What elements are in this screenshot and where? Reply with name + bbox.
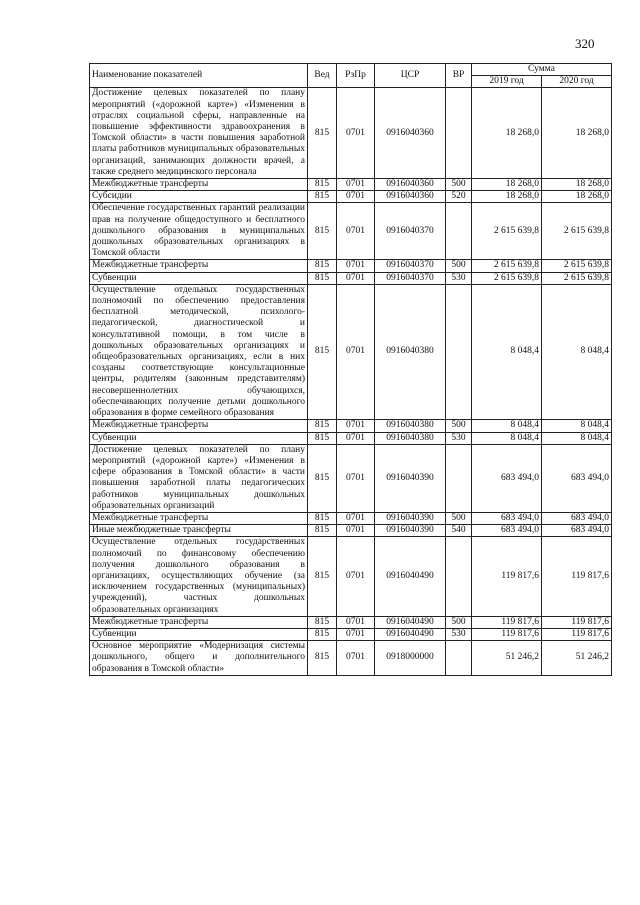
cell-y2020: 119 817,6 xyxy=(542,537,612,616)
cell-csr: 0916040490 xyxy=(375,616,446,628)
cell-vr: 530 xyxy=(446,272,472,284)
header-vr: ВР xyxy=(446,64,472,88)
header-name: Наименование показателей xyxy=(90,64,308,88)
header-2020: 2020 год xyxy=(542,76,612,88)
cell-ved: 815 xyxy=(308,272,337,284)
cell-name: Достижение целевых показателей по плану мероприятий («дорожной карте») «Изменения в сфере образования в Томской области» в части повышения заработной платы педагогических работников муниципальных дошкольных образовательных организаций xyxy=(90,444,308,512)
cell-vr xyxy=(446,537,472,616)
cell-y2020: 8 048,4 xyxy=(542,432,612,444)
cell-y2019: 18 268,0 xyxy=(472,88,542,179)
table-row xyxy=(90,512,612,524)
header-sum: Сумма xyxy=(472,64,612,76)
cell-csr: 0916040360 xyxy=(375,179,446,191)
header-row xyxy=(90,64,612,76)
cell-ved: 815 xyxy=(308,616,337,628)
cell-rzpr: 0701 xyxy=(337,260,375,272)
cell-name: Субвенции xyxy=(90,432,308,444)
cell-csr: 0916040370 xyxy=(375,260,446,272)
table-row xyxy=(90,284,612,419)
cell-vr xyxy=(446,284,472,419)
cell-ved: 815 xyxy=(308,432,337,444)
cell-csr: 0916040380 xyxy=(375,420,446,432)
cell-csr: 0916040360 xyxy=(375,88,446,179)
cell-vr: 540 xyxy=(446,525,472,537)
cell-ved: 815 xyxy=(308,444,337,512)
table-row xyxy=(90,88,612,179)
table-row xyxy=(90,203,612,260)
cell-name: Субсидии xyxy=(90,191,308,203)
cell-name: Основное мероприятие «Модернизация системы дошкольного, общего и дополнительного образования в Томской области» xyxy=(90,641,308,676)
cell-csr: 0916040380 xyxy=(375,284,446,419)
cell-vr: 500 xyxy=(446,260,472,272)
cell-vr xyxy=(446,88,472,179)
cell-ved: 815 xyxy=(308,512,337,524)
cell-y2020: 8 048,4 xyxy=(542,420,612,432)
cell-rzpr: 0701 xyxy=(337,420,375,432)
cell-y2020: 51 246,2 xyxy=(542,641,612,676)
cell-y2020: 2 615 639,8 xyxy=(542,272,612,284)
cell-y2020: 18 268,0 xyxy=(542,179,612,191)
cell-rzpr: 0701 xyxy=(337,616,375,628)
table-row xyxy=(90,616,612,628)
table-row xyxy=(90,420,612,432)
cell-y2020: 119 817,6 xyxy=(542,616,612,628)
cell-csr: 0916040370 xyxy=(375,203,446,260)
cell-y2019: 51 246,2 xyxy=(472,641,542,676)
cell-y2020: 119 817,6 xyxy=(542,628,612,640)
cell-y2020: 683 494,0 xyxy=(542,525,612,537)
cell-csr: 0916040490 xyxy=(375,537,446,616)
cell-y2019: 8 048,4 xyxy=(472,432,542,444)
cell-csr: 0916040360 xyxy=(375,191,446,203)
cell-name: Межбюджетные трансферты xyxy=(90,420,308,432)
cell-y2019: 8 048,4 xyxy=(472,420,542,432)
cell-ved: 815 xyxy=(308,260,337,272)
cell-y2019: 683 494,0 xyxy=(472,512,542,524)
cell-y2019: 8 048,4 xyxy=(472,284,542,419)
page-number: 320 xyxy=(575,36,595,51)
cell-rzpr: 0701 xyxy=(337,537,375,616)
cell-vr xyxy=(446,203,472,260)
cell-vr: 530 xyxy=(446,628,472,640)
cell-rzpr: 0701 xyxy=(337,203,375,260)
cell-rzpr: 0701 xyxy=(337,432,375,444)
table-row xyxy=(90,525,612,537)
table-row xyxy=(90,537,612,616)
cell-name: Иные межбюджетные трансферты xyxy=(90,525,308,537)
cell-vr xyxy=(446,641,472,676)
cell-name: Субвенции xyxy=(90,272,308,284)
cell-y2019: 2 615 639,8 xyxy=(472,260,542,272)
table-row xyxy=(90,179,612,191)
cell-y2019: 2 615 639,8 xyxy=(472,203,542,260)
cell-ved: 815 xyxy=(308,88,337,179)
cell-y2020: 18 268,0 xyxy=(542,191,612,203)
cell-name: Межбюджетные трансферты xyxy=(90,512,308,524)
cell-csr: 0916040390 xyxy=(375,525,446,537)
cell-ved: 815 xyxy=(308,191,337,203)
cell-ved: 815 xyxy=(308,641,337,676)
cell-y2019: 119 817,6 xyxy=(472,616,542,628)
table-row xyxy=(90,272,612,284)
cell-vr: 500 xyxy=(446,616,472,628)
table-row xyxy=(90,191,612,203)
cell-rzpr: 0701 xyxy=(337,512,375,524)
cell-ved: 815 xyxy=(308,179,337,191)
cell-vr: 500 xyxy=(446,512,472,524)
cell-y2019: 683 494,0 xyxy=(472,444,542,512)
cell-y2020: 683 494,0 xyxy=(542,444,612,512)
cell-rzpr: 0701 xyxy=(337,641,375,676)
cell-name: Осуществление отдельных государственных полномочий по обеспечению предоставления бесплатной методической, психолого-педагогической, диагностической и консультативной помощи, в том числе в дошкольных образовательных организациях и общеобразовательных организациях, если в них созданы соответствующие консультационные центры, родителям (законным представителям) несовершеннолетних обучающихся, обеспечивающих получение детьми дошкольного образования в форме семейного образования xyxy=(90,284,308,419)
cell-y2019: 18 268,0 xyxy=(472,191,542,203)
cell-csr: 0916040390 xyxy=(375,444,446,512)
cell-name: Межбюджетные трансферты xyxy=(90,260,308,272)
cell-y2020: 2 615 639,8 xyxy=(542,260,612,272)
cell-csr: 0918000000 xyxy=(375,641,446,676)
cell-name: Обеспечение государственных гарантий реализации прав на получение общедоступного и бесплатного дошкольного образования в муниципальных дошкольных образовательных организациях в Томской области xyxy=(90,203,308,260)
cell-vr xyxy=(446,444,472,512)
table-row xyxy=(90,432,612,444)
cell-y2019: 683 494,0 xyxy=(472,525,542,537)
cell-rzpr: 0701 xyxy=(337,272,375,284)
cell-csr: 0916040370 xyxy=(375,272,446,284)
cell-name: Осуществление отдельных государственных полномочий по финансовому обеспечению получения дошкольного образования в организациях, осуществляющих обучение (за исключением государственных (муниципальных) учреждений), частных дошкольных образовательных организациях xyxy=(90,537,308,616)
cell-name: Межбюджетные трансферты xyxy=(90,616,308,628)
table-row xyxy=(90,260,612,272)
cell-vr: 500 xyxy=(446,179,472,191)
cell-ved: 815 xyxy=(308,525,337,537)
cell-ved: 815 xyxy=(308,537,337,616)
cell-ved: 815 xyxy=(308,420,337,432)
cell-y2020: 683 494,0 xyxy=(542,512,612,524)
cell-name: Субвенции xyxy=(90,628,308,640)
cell-ved: 815 xyxy=(308,203,337,260)
header-rzpr: РзПр xyxy=(337,64,375,88)
cell-y2019: 119 817,6 xyxy=(472,537,542,616)
table-row xyxy=(90,641,612,676)
cell-rzpr: 0701 xyxy=(337,284,375,419)
cell-rzpr: 0701 xyxy=(337,525,375,537)
cell-ved: 815 xyxy=(308,628,337,640)
cell-rzpr: 0701 xyxy=(337,179,375,191)
header-2019: 2019 год xyxy=(472,76,542,88)
cell-rzpr: 0701 xyxy=(337,88,375,179)
cell-y2020: 2 615 639,8 xyxy=(542,203,612,260)
cell-vr: 530 xyxy=(446,432,472,444)
header-ved: Вед xyxy=(308,64,337,88)
cell-rzpr: 0701 xyxy=(337,628,375,640)
cell-y2020: 8 048,4 xyxy=(542,284,612,419)
budget-table xyxy=(89,63,612,676)
cell-y2020: 18 268,0 xyxy=(542,88,612,179)
cell-csr: 0916040380 xyxy=(375,432,446,444)
table-row xyxy=(90,444,612,512)
cell-y2019: 2 615 639,8 xyxy=(472,272,542,284)
cell-name: Межбюджетные трансферты xyxy=(90,179,308,191)
cell-vr: 520 xyxy=(446,191,472,203)
cell-csr: 0916040390 xyxy=(375,512,446,524)
cell-rzpr: 0701 xyxy=(337,444,375,512)
cell-name: Достижение целевых показателей по плану мероприятий («дорожной карте») «Изменения в отраслях социальной сферы, направленные на повышение эффективности здравоохранения в Томской области» в части повышения заработной платы работников муниципальных образовательных организаций, занимающих должности врачей, а также среднего медицинского персонала xyxy=(90,88,308,179)
cell-y2019: 18 268,0 xyxy=(472,179,542,191)
cell-rzpr: 0701 xyxy=(337,191,375,203)
header-csr: ЦСР xyxy=(375,64,446,88)
cell-vr: 500 xyxy=(446,420,472,432)
cell-ved: 815 xyxy=(308,284,337,419)
cell-csr: 0916040490 xyxy=(375,628,446,640)
table-row xyxy=(90,628,612,640)
cell-y2019: 119 817,6 xyxy=(472,628,542,640)
